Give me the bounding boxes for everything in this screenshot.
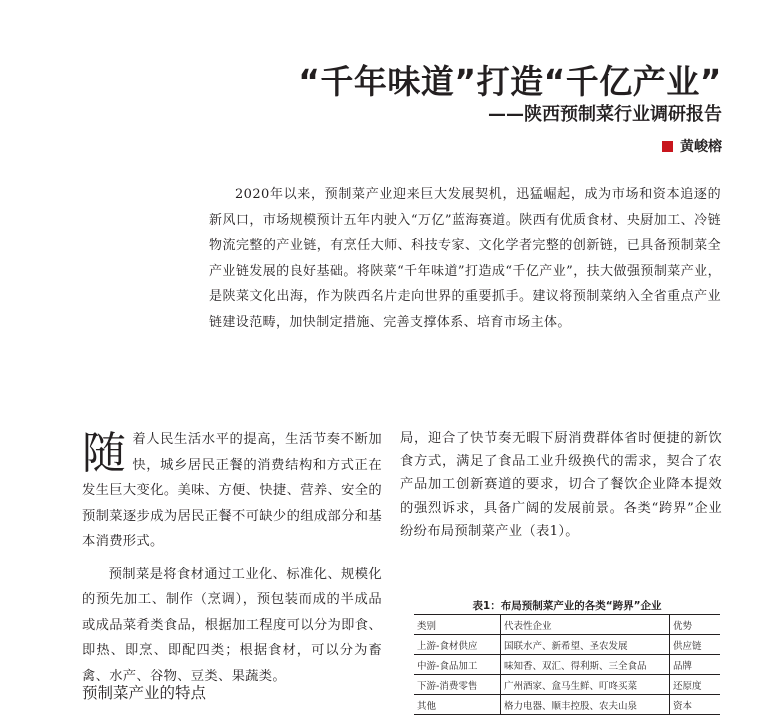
table-cell: 中游-食品加工 xyxy=(414,655,501,675)
table-cell: 其他 xyxy=(414,695,501,715)
table-header-enterprises: 代表性企业 xyxy=(501,615,670,635)
table-header-row xyxy=(414,615,720,635)
table-row xyxy=(414,635,720,655)
intro-paragraph xyxy=(82,427,382,555)
left-column xyxy=(82,427,382,689)
intro-paragraph-text: 着人民生活水平的提高，生活节奏不断加快，城乡居民正餐的消费结构和方式正在发生巨大变化。美味、方便、快捷、营养、安全的预制菜逐步成为居民正餐不可缺少的组成部分和基本消费形式。 xyxy=(82,432,382,549)
table-cell: 广州酒家、盒马生鲜、叮咚买菜 xyxy=(501,675,670,695)
table-header-category: 类别 xyxy=(414,615,501,635)
section-heading: 预制菜产业的特点 xyxy=(82,684,207,702)
article-title: “千年味道”打造“千亿产业” xyxy=(298,62,722,101)
table-cell: 上游-食材供应 xyxy=(414,635,501,655)
enterprise-table xyxy=(414,614,720,715)
right-column-paragraph: 局，迎合了快节奏无暇下厨消费群体省时便捷的新饮食方式，满足了食品工业升级换代的需求，契合了农产品加工创新赛道的要求，切合了餐饮企业降本提效的强烈诉求，具备广阔的发展前景。各类“跨界”企业纷纷布局预制菜产业（表1）。 xyxy=(400,431,722,539)
author-name: 黄峻榕 xyxy=(680,139,722,155)
table-cell: 下游-消费零售 xyxy=(414,675,501,695)
author-line xyxy=(662,136,722,156)
abstract: 2020年以来，预制菜产业迎来巨大发展契机，迅猛崛起，成为市场和资本追逐的新风口，市场规模预计五年内驶入“万亿”蓝海赛道。陕西有优质食材、央厨加工、冷链物流完整的产业链，有烹任大师、科技专家、文化学者完整的创新链，已具备预制菜全产业链发展的良好基础。将陕菜“千年味道”打造成“千亿产业”，扶大做强预制菜产业，是陕菜文化出海，作为陕西名片走向世界的重要抓手。建议将预制菜纳入全省重点产业链建设范畴，加快制定措施、完善支撑体系、培育市场主体。 xyxy=(209,187,721,330)
table-header-advantage: 优势 xyxy=(670,615,721,635)
drop-cap: 随 xyxy=(82,428,127,479)
table-cell: 品牌 xyxy=(670,655,721,675)
table-cell: 格力电器、顺丰控股、农夫山泉 xyxy=(501,695,670,715)
table-caption: 表1：布局预制菜产业的各类“跨界”企业 xyxy=(472,600,662,612)
table-cell: 味知香、双汇、得利斯、三全食品 xyxy=(501,655,670,675)
table-cell: 供应链 xyxy=(670,635,721,655)
table-row xyxy=(414,695,720,715)
red-square-icon xyxy=(662,141,673,152)
table-cell: 国联水产、新希望、圣农发展 xyxy=(501,635,670,655)
table-cell: 还原度 xyxy=(670,675,721,695)
article-subtitle: ——陕西预制菜行业调研报告 xyxy=(488,104,722,125)
table-row xyxy=(414,675,720,695)
table-cell: 资本 xyxy=(670,695,721,715)
definition-paragraph: 预制菜是将食材通过工业化、标准化、规模化的预先加工、制作（烹调），预包装而成的半成品或成品菜肴类食品，根据加工程度可以分为即食、即热、即烹、即配四类；根据食材，可以分为畜禽、水产、谷物、豆类、果蔬类。 xyxy=(82,566,382,684)
table-row xyxy=(414,655,720,675)
